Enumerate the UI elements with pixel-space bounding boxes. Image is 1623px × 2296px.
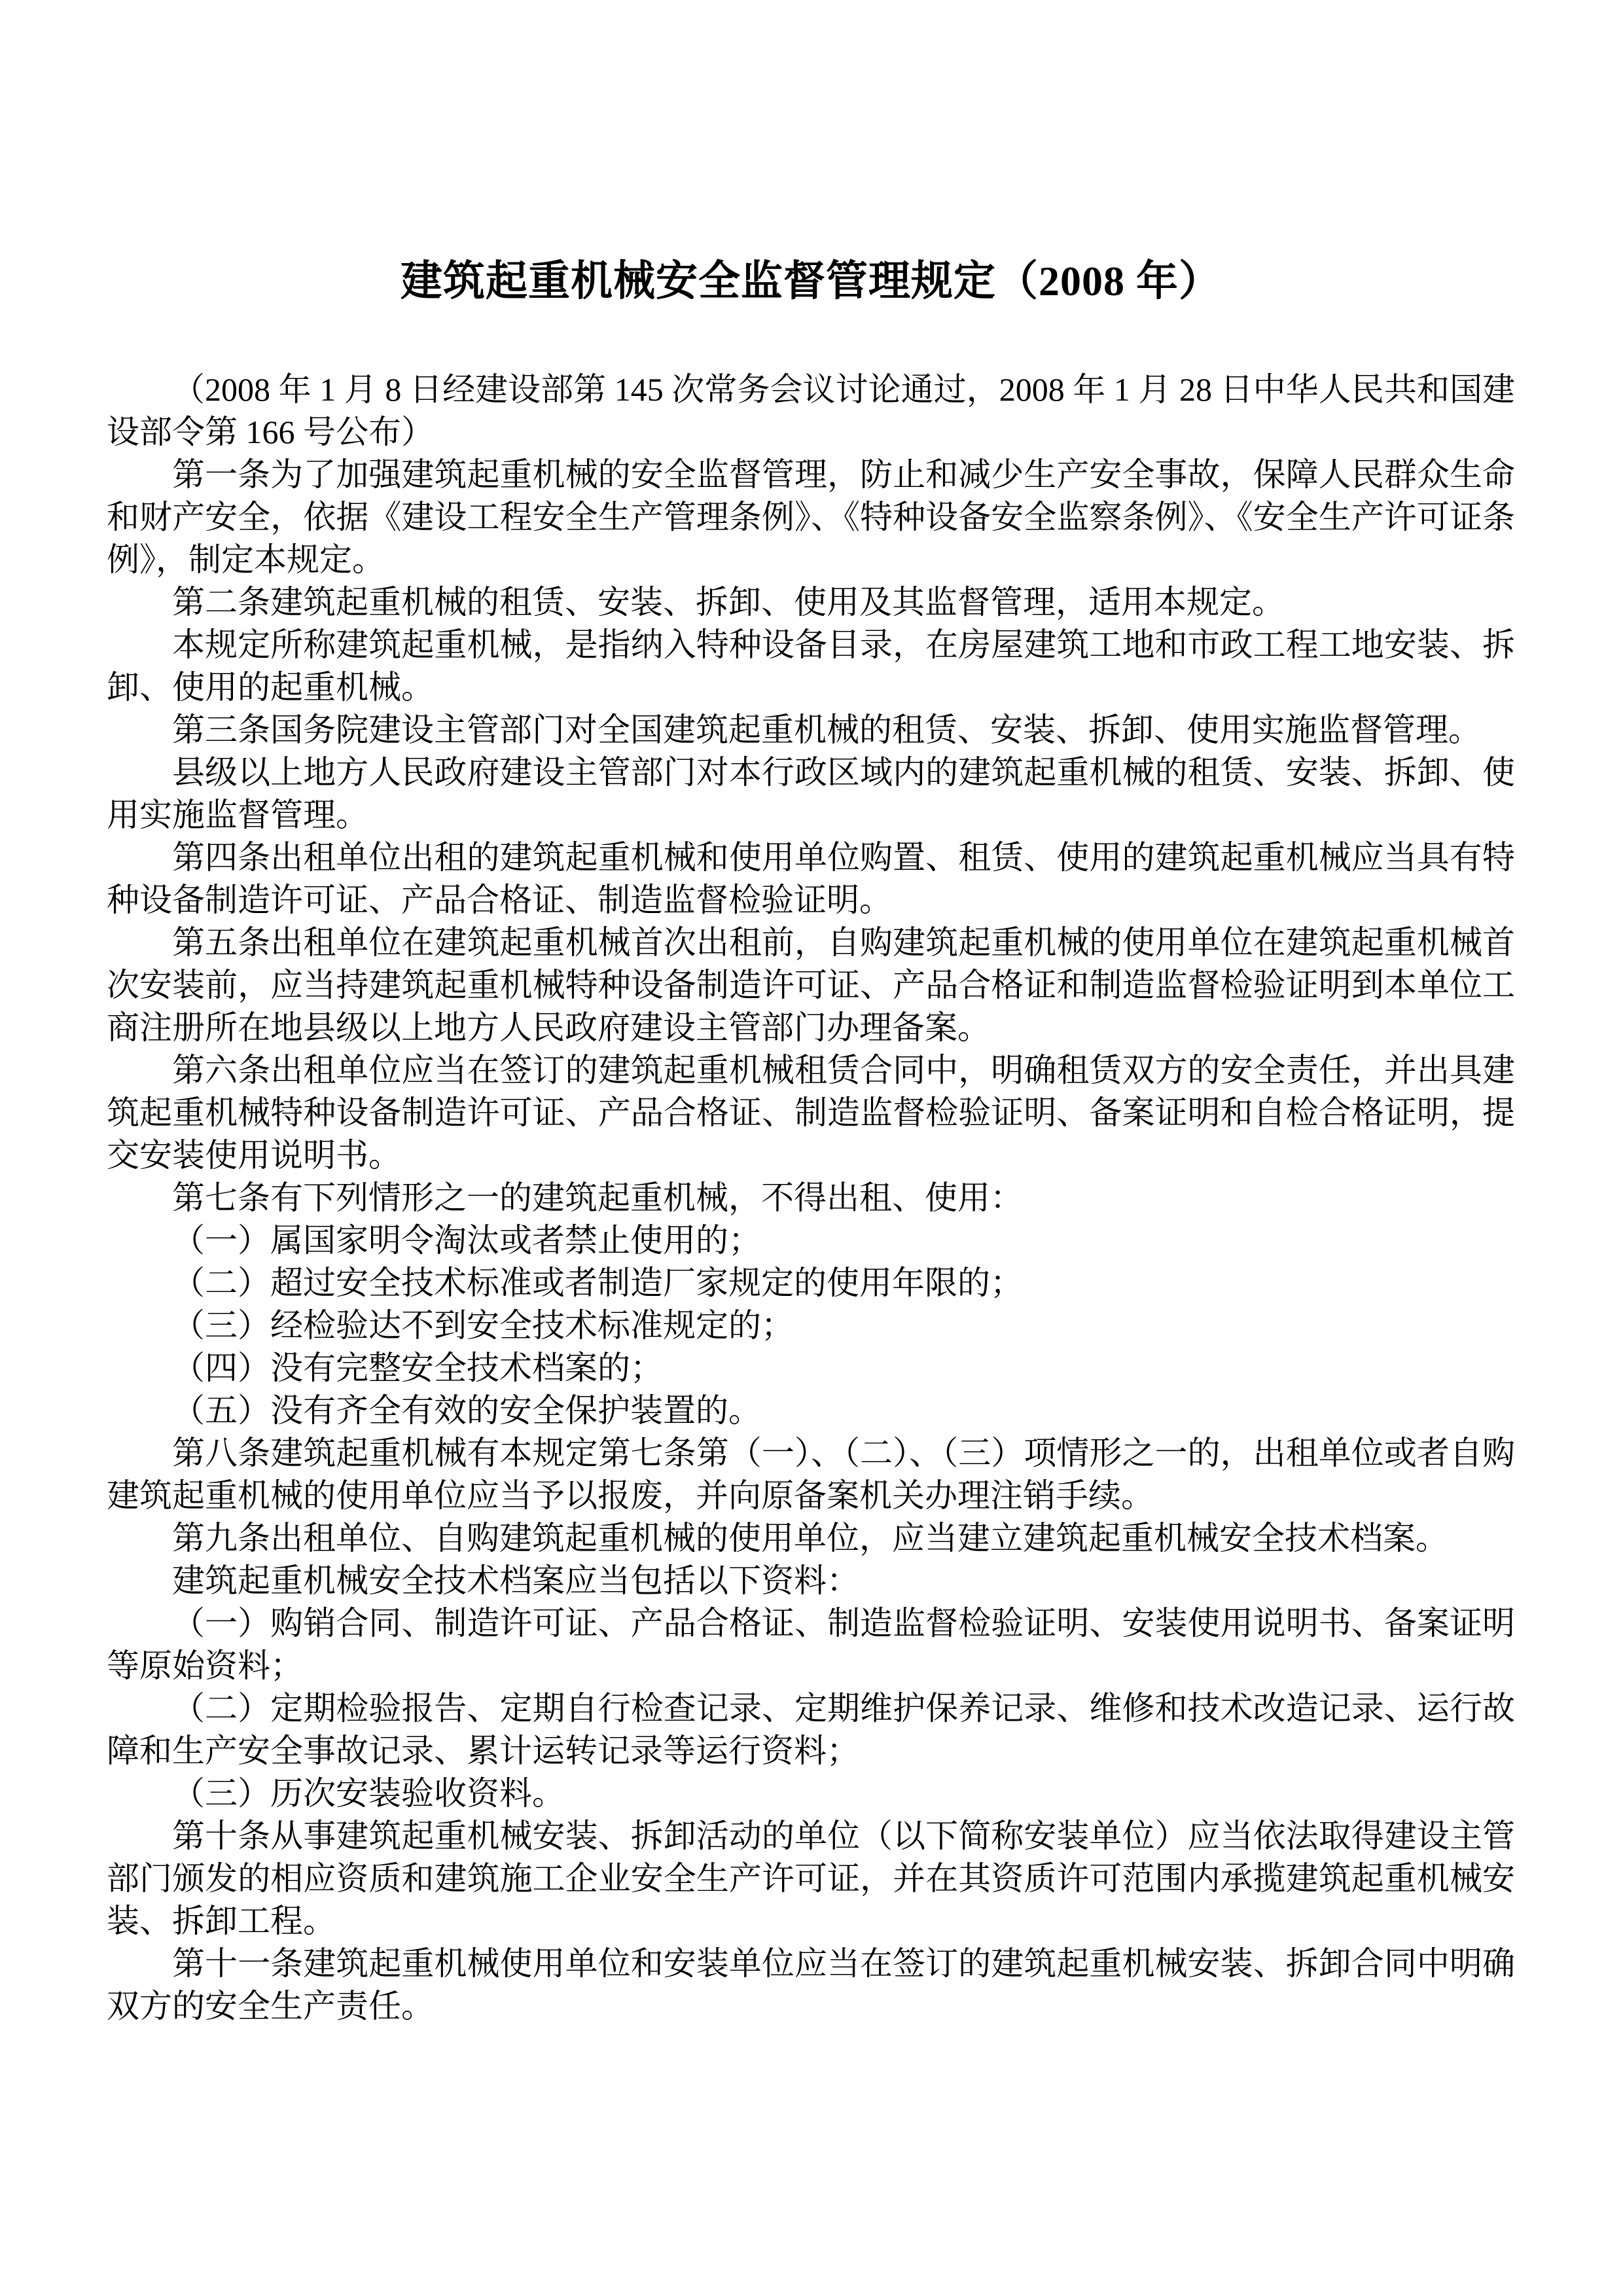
paragraph: 第十一条建筑起重机械使用单位和安装单位应当在签订的建筑起重机械安装、拆卸合同中明确双方的安全生产责任。: [107, 1945, 1515, 2024]
paragraph: 第五条出租单位在建筑起重机械首次出租前，自购建筑起重机械的使用单位在建筑起重机械首次安装前，应当持建筑起重机械特种设备制造许可证、产品合格证和制造监督检验证明到本单位工商注册所在地县级以上地方人民政府建设主管部门办理备案。: [107, 924, 1515, 1046]
paragraph: （三）历次安装验收资料。: [172, 1775, 565, 1812]
document-title: 建筑起重机械安全监督管理规定（2008 年）: [401, 258, 1221, 304]
paragraph: 第十条从事建筑起重机械安装、拆卸活动的单位（以下简称安装单位）应当依法取得建设主管部门颁发的相应资质和建筑施工企业安全生产许可证，并在其资质许可范围内承揽建筑起重机械安装、拆卸工程。: [107, 1818, 1515, 1939]
paragraph: 第一条为了加强建筑起重机械的安全监督管理，防止和减少生产安全事故，保障人民群众生命和财产安全，依据《建设工程安全生产管理条例》、《特种设备安全监察条例》、《安全生产许可证条例》，制定本规定。: [107, 456, 1515, 578]
paragraph: 第四条出租单位出租的建筑起重机械和使用单位购置、租赁、使用的建筑起重机械应当具有特种设备制造许可证、产品合格证、制造监督检验证明。: [107, 839, 1515, 918]
paragraph: （五）没有齐全有效的安全保护装置的。: [172, 1392, 761, 1429]
paragraph: （二）定期检验报告、定期自行检查记录、定期维护保养记录、维修和技术改造记录、运行故障和生产安全事故记录、累计运转记录等运行资料；: [107, 1690, 1515, 1769]
paragraph: （2008 年 1 月 8 日经建设部第 145 次常务会议讨论通过，2008 年 1 月 28 日中华人民共和国建设部令第 166 号公布）: [107, 371, 1515, 450]
paragraph: 第八条建筑起重机械有本规定第七条第（一）、（二）、（三）项情形之一的，出租单位或者自购建筑起重机械的使用单位应当予以报废，并向原备案机关办理注销手续。: [107, 1435, 1515, 1514]
document-body: [107, 368, 1515, 2028]
paragraph: 第二条建筑起重机械的租赁、安装、拆卸、使用及其监督管理，适用本规定。: [172, 584, 1285, 620]
paragraph: （四）没有完整安全技术档案的；: [172, 1350, 663, 1386]
paragraph: 本规定所称建筑起重机械，是指纳入特种设备目录，在房屋建筑工地和市政工程工地安装、拆卸、使用的起重机械。: [107, 626, 1515, 706]
paragraph: 第三条国务院建设主管部门对全国建筑起重机械的租赁、安装、拆卸、使用实施监督管理。: [172, 711, 1481, 748]
paragraph: 县级以上地方人民政府建设主管部门对本行政区域内的建筑起重机械的租赁、安装、拆卸、使用实施监督管理。: [107, 754, 1515, 833]
paragraph: （二）超过安全技术标准或者制造厂家规定的使用年限的；: [172, 1265, 1023, 1301]
paragraph: 第七条有下列情形之一的建筑起重机械，不得出租、使用：: [172, 1179, 1023, 1216]
paragraph: （三）经检验达不到安全技术标准规定的；: [172, 1307, 794, 1344]
paragraph: 第九条出租单位、自购建筑起重机械的使用单位，应当建立建筑起重机械安全技术档案。: [172, 1520, 1448, 1556]
paragraph: 第六条出租单位应当在签订的建筑起重机械租赁合同中，明确租赁双方的安全责任，并出具建筑起重机械特种设备制造许可证、产品合格证、制造监督检验证明、备案证明和自检合格证明，提交安装使用说明书。: [107, 1052, 1515, 1174]
paragraph: （一）购销合同、制造许可证、产品合格证、制造监督检验证明、安装使用说明书、备案证明等原始资料；: [107, 1605, 1515, 1684]
paragraph: 建筑起重机械安全技术档案应当包括以下资料：: [172, 1562, 859, 1599]
paragraph: （一）属国家明令淘汰或者禁止使用的；: [172, 1222, 761, 1259]
